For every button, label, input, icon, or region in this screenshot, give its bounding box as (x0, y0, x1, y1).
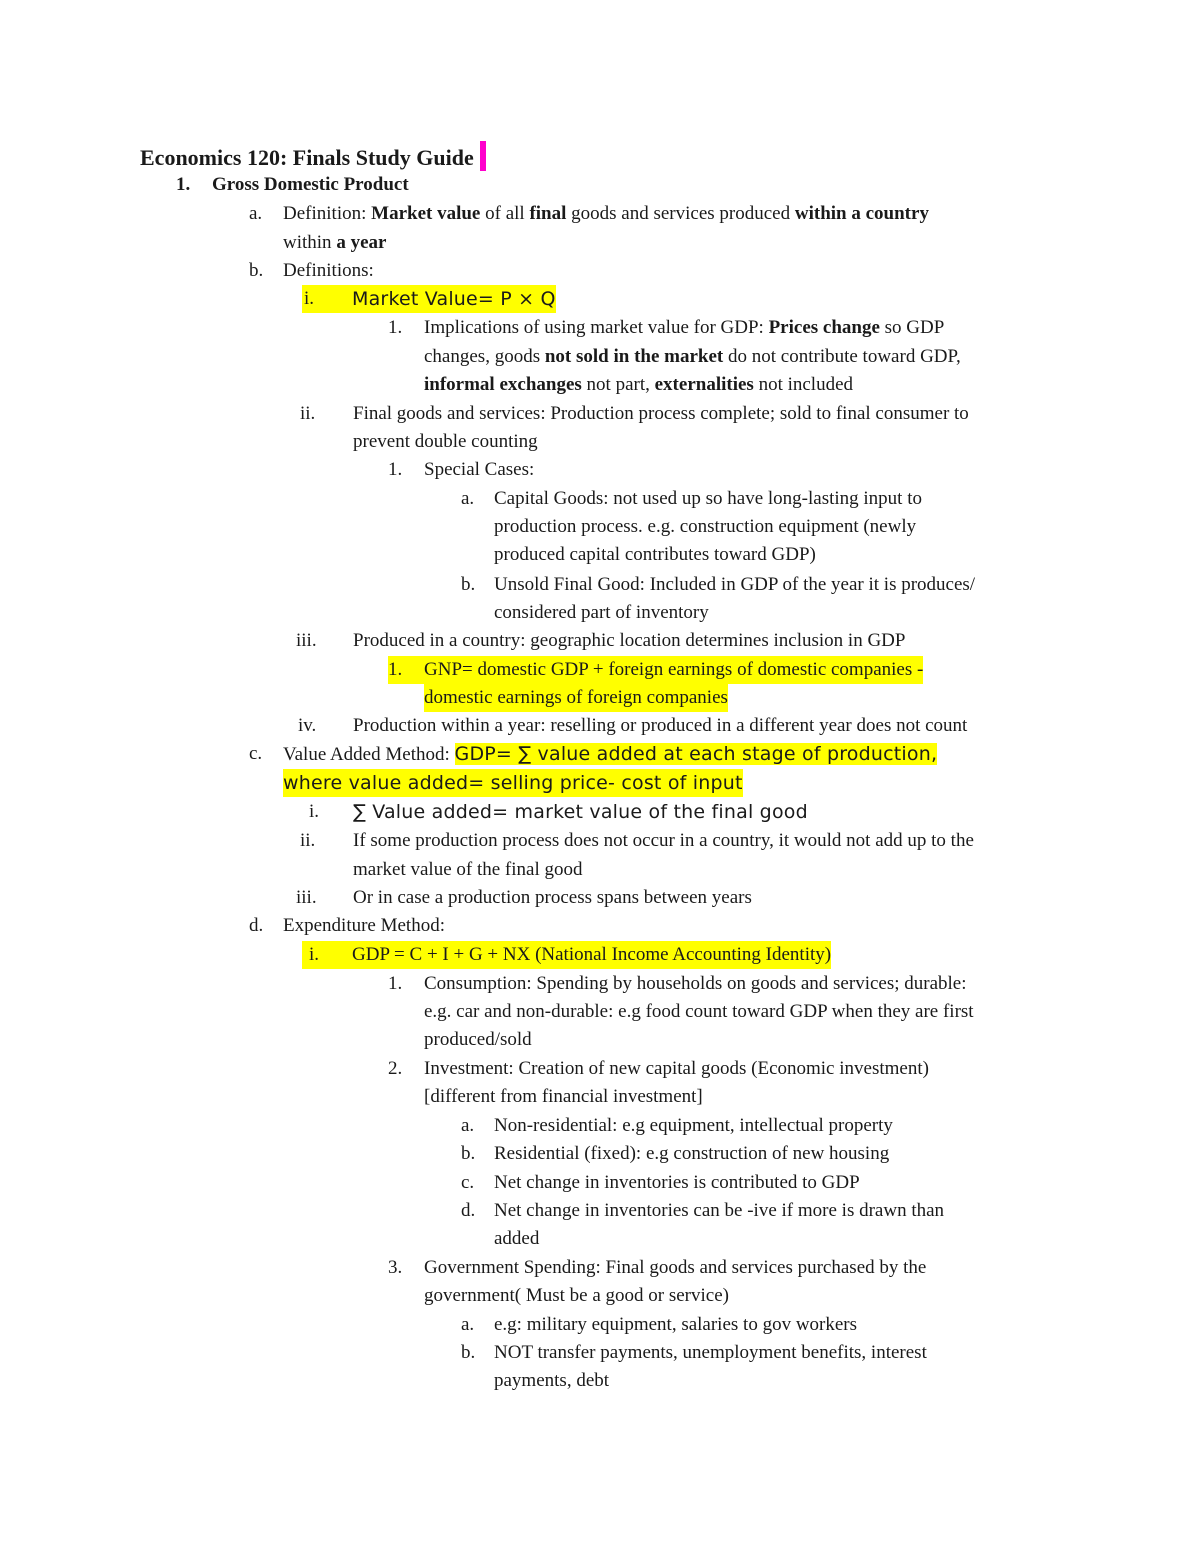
capital-goods-line-3: produced capital contributes toward GDP) (494, 544, 816, 565)
text-cursor (480, 141, 486, 171)
consumption-line-3: produced/sold (424, 1029, 532, 1050)
item-b-iii-marker: iii. (296, 630, 317, 651)
special-cases-label: Special Cases: (424, 459, 535, 480)
spans-between-years: Or in case a production process spans between years (353, 887, 752, 908)
production-process-line-1: If some production process does not occur in a country, it would not add up to the (353, 830, 974, 851)
consumption-line-2: e.g. car and non-durable: e.g food count toward GDP when they are first (424, 1001, 974, 1022)
inventories-negative-line-1: Net change in inventories can be -ive if more is drawn than (494, 1200, 945, 1221)
production-within-year: Production within a year: reselling or produced in a different year does not count (353, 715, 968, 736)
unsold-good-marker: b. (461, 574, 476, 595)
non-residential: Non-residential: e.g equipment, intellectual property (494, 1115, 893, 1136)
gnp-marker: 1. (388, 656, 424, 684)
value-added-formula: GDP= ∑ value added at each stage of production, (454, 743, 938, 765)
not-transfer-line-2: payments, debt (494, 1370, 610, 1391)
not-transfer-marker: b. (461, 1342, 476, 1363)
residential: Residential (fixed): e.g construction of new housing (494, 1143, 890, 1164)
inventories-negative-line-2: added (494, 1228, 540, 1249)
investment-line-1: Investment: Creation of new capital goods (Economic investment) (424, 1058, 929, 1079)
title-text: Economics 120: Finals Study Guide (140, 145, 474, 170)
item-c-iii-marker: iii. (296, 887, 317, 908)
document-title (140, 141, 486, 172)
implications-line-3: informal exchanges not part, externalities not included (424, 374, 854, 395)
expenditure-method-label: Expenditure Method: (283, 915, 445, 936)
government-marker: 3. (388, 1257, 403, 1278)
produced-in-country: Produced in a country: geographic location determines inclusion in GDP (353, 630, 906, 651)
gov-example-marker: a. (461, 1314, 475, 1335)
item-a-marker: a. (249, 203, 263, 224)
item-c-ii-marker: ii. (300, 830, 316, 851)
investment-marker: 2. (388, 1058, 403, 1079)
section-number: 1. (176, 174, 191, 195)
final-goods-line-1: Final goods and services: Production process complete; sold to final consumer to (353, 403, 969, 424)
implications-marker: 1. (388, 317, 403, 338)
gnp-formula-line-2: domestic earnings of foreign companies (424, 684, 728, 712)
item-c-i-marker: i. (309, 801, 320, 822)
item-d-i-marker: i. (302, 941, 352, 969)
value-added-line-2: where value added= selling price- cost of input (283, 769, 743, 797)
consumption-marker: 1. (388, 973, 403, 994)
item-b-ii-marker: ii. (300, 403, 316, 424)
market-value-formula: Market Value= P × Q (352, 285, 556, 313)
sum-value-added: ∑ Value added= market value of the final good (353, 801, 808, 823)
unsold-good-line-1: Unsold Final Good: Included in GDP of the year it is produces/ (494, 574, 976, 595)
item-d-marker: d. (249, 915, 264, 936)
section-heading: Gross Domestic Product (212, 174, 409, 195)
item-b-marker: b. (249, 260, 264, 281)
government-line-1: Government Spending: Final goods and services purchased by the (424, 1257, 927, 1278)
value-added-line-1: Value Added Method: GDP= ∑ value added at each stage of production, (283, 743, 938, 765)
implications-line-1: Implications of using market value for GDP: Prices change so GDP (424, 317, 945, 338)
gov-example: e.g: military equipment, salaries to gov workers (494, 1314, 858, 1335)
inventories-contributed: Net change in inventories is contributed to GDP (494, 1172, 860, 1193)
government-line-2: government( Must be a good or service) (424, 1285, 729, 1306)
capital-goods-line-1: Capital Goods: not used up so have long-lasting input to (494, 488, 922, 509)
item-b-iv-marker: iv. (298, 715, 317, 736)
item-b-i-marker: i. (302, 285, 352, 313)
definition-line-1: Definition: Market value of all final goods and services produced within a country (283, 203, 929, 224)
special-cases-marker: 1. (388, 459, 403, 480)
inventories-marker: c. (461, 1172, 475, 1193)
capital-goods-marker: a. (461, 488, 475, 509)
residential-marker: b. (461, 1143, 476, 1164)
capital-goods-line-2: production process. e.g. construction equipment (newly (494, 516, 917, 537)
definition-line-2: within a year (283, 232, 387, 253)
inventories-negative-marker: d. (461, 1200, 476, 1221)
non-residential-marker: a. (461, 1115, 475, 1136)
unsold-good-line-2: considered part of inventory (494, 602, 709, 623)
gdp-identity: GDP = C + I + G + NX (National Income Accounting Identity) (352, 941, 831, 969)
gnp-formula-line-1: GNP= domestic GDP + foreign earnings of domestic companies - (424, 656, 923, 684)
definitions-label: Definitions: (283, 260, 374, 281)
consumption-line-1: Consumption: Spending by households on goods and services; durable: (424, 973, 967, 994)
implications-line-2: changes, goods not sold in the market do not contribute toward GDP, (424, 346, 961, 367)
final-goods-line-2: prevent double counting (353, 431, 538, 452)
production-process-line-2: market value of the final good (353, 859, 583, 880)
investment-line-2: [different from financial investment] (424, 1086, 703, 1107)
item-c-marker: c. (249, 743, 263, 764)
not-transfer-line-1: NOT transfer payments, unemployment benefits, interest (494, 1342, 927, 1363)
